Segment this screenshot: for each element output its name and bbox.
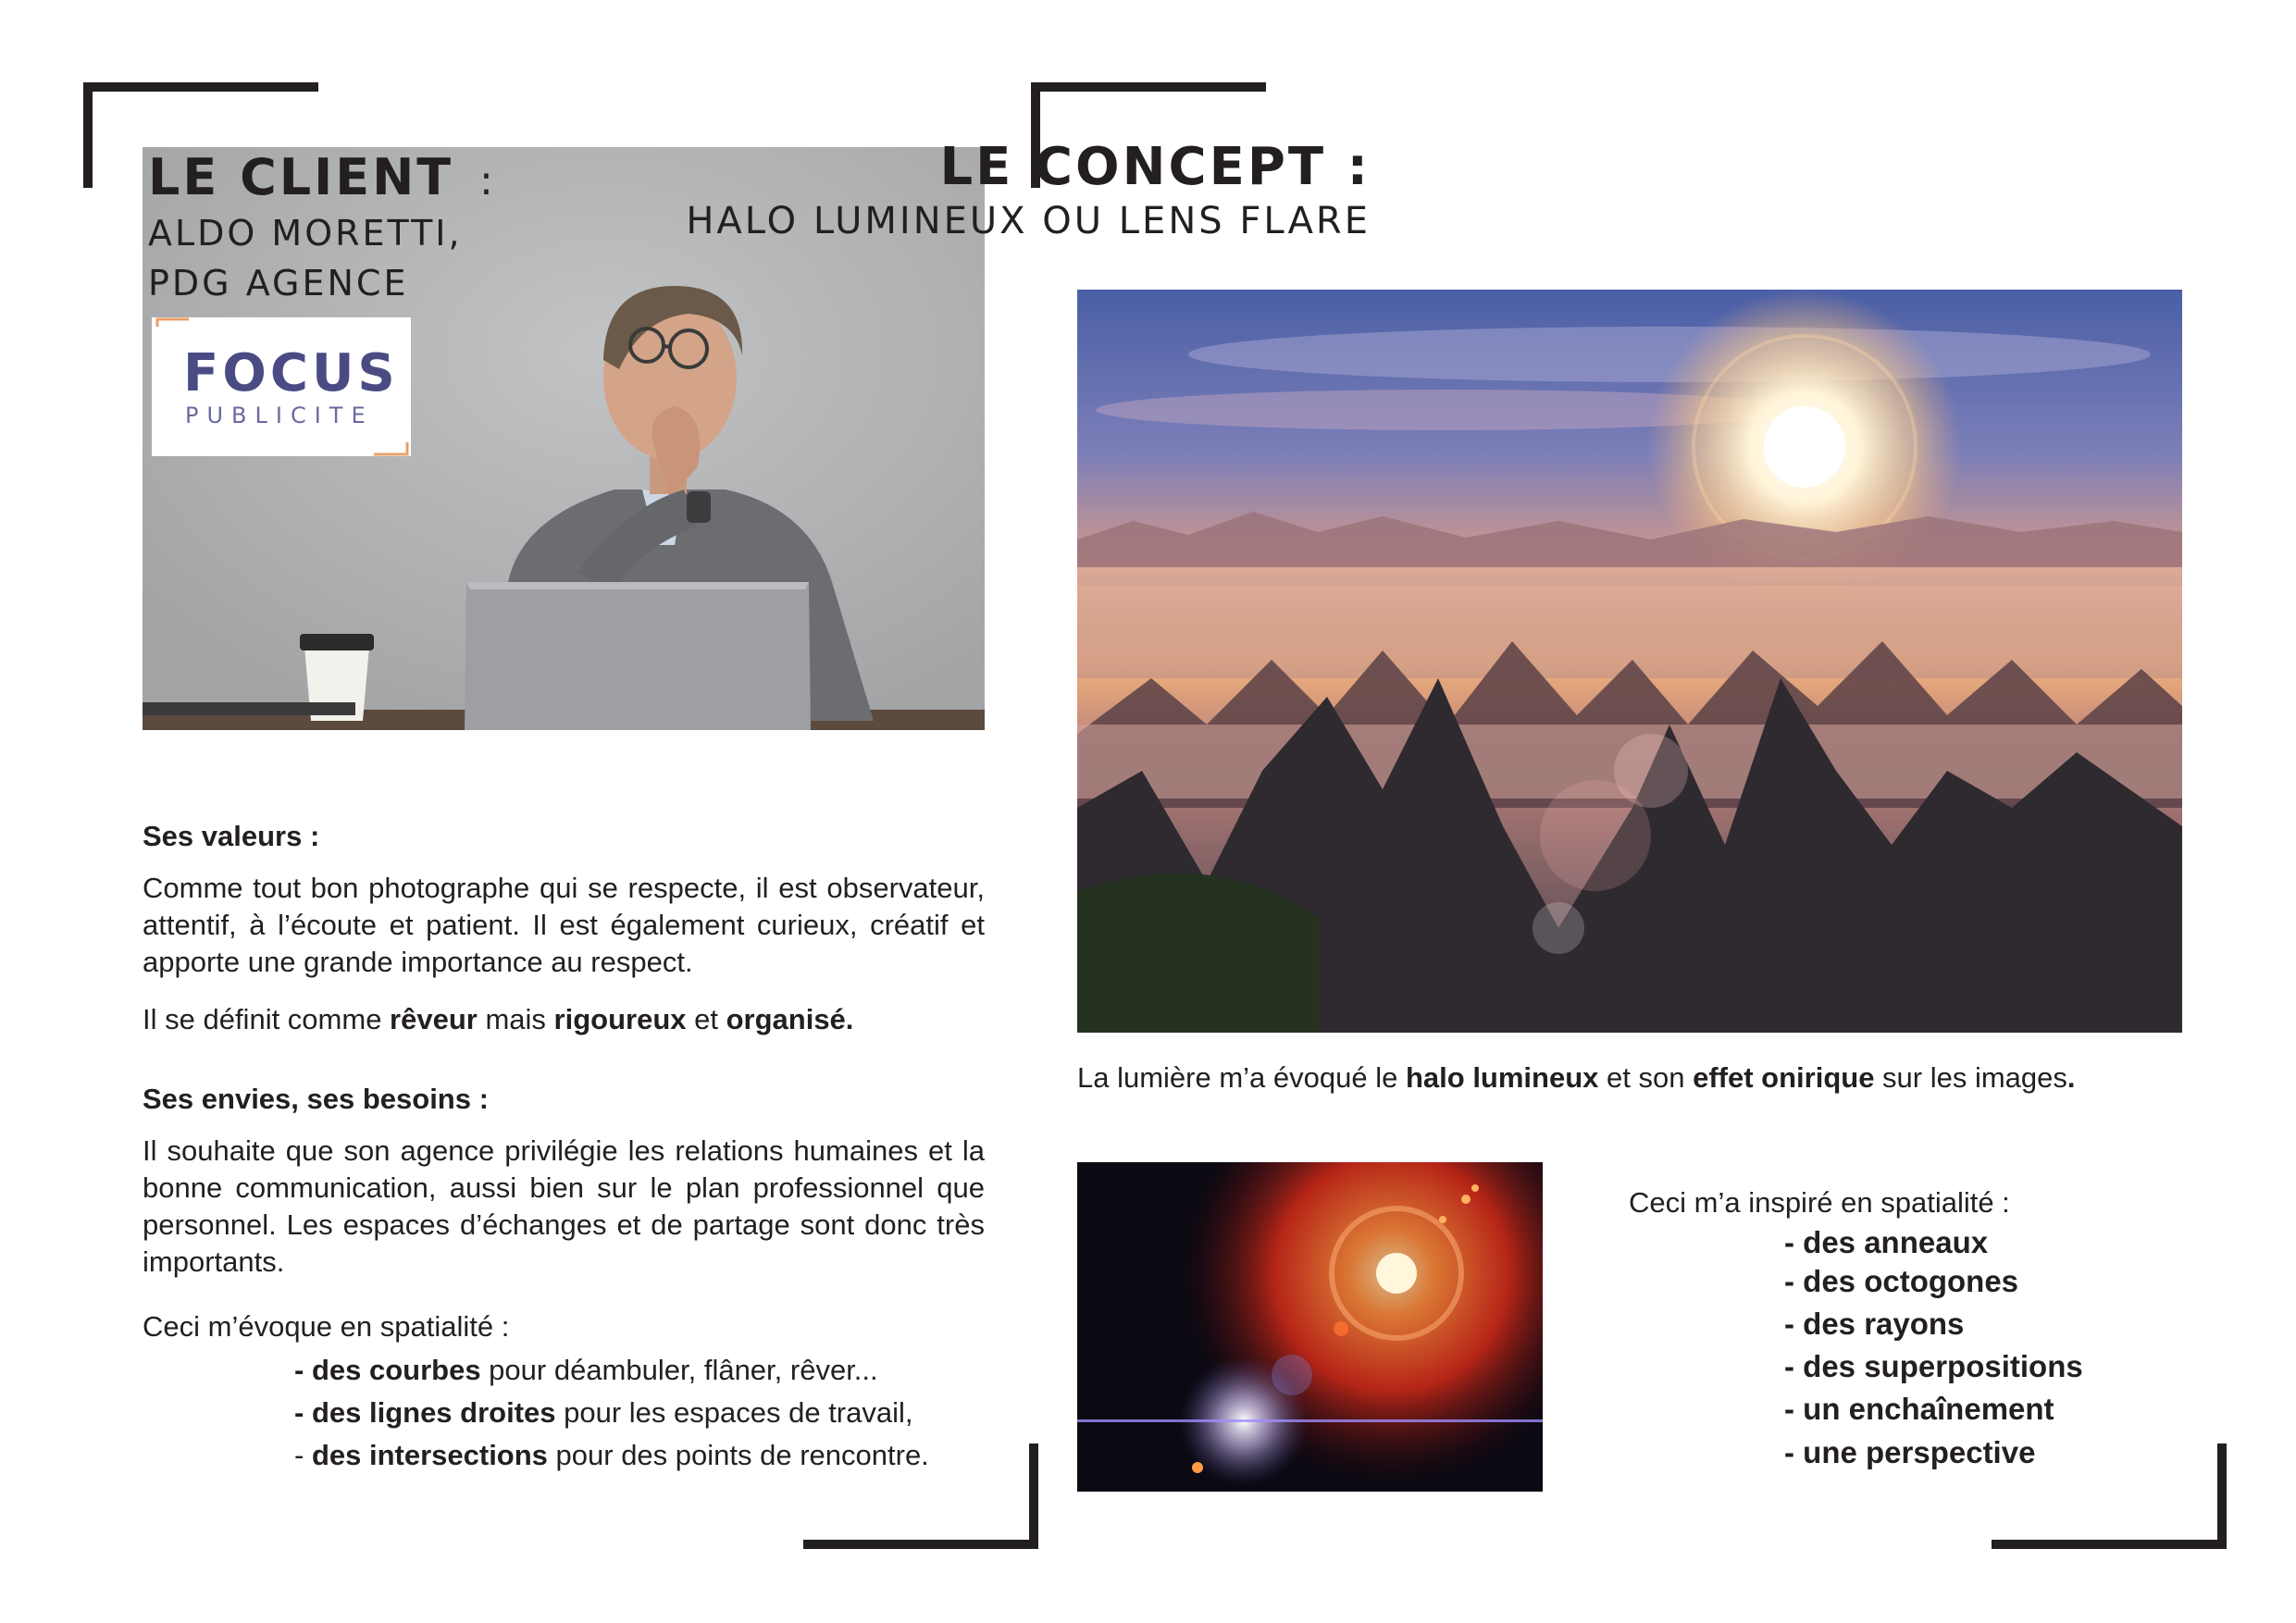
needs-item-rest: pour des points de rencontre. <box>547 1439 929 1471</box>
needs-item-dash: - <box>294 1354 312 1386</box>
needs-item-bold: des courbes <box>311 1354 481 1386</box>
concept-item: - des anneaux <box>1784 1225 1989 1259</box>
caption-mid: et son <box>1598 1061 1694 1094</box>
values-definition-mid2: et <box>686 1003 726 1035</box>
values-definition-pre: Il se définit comme <box>143 1003 391 1035</box>
client-name: ALDO MORETTI, <box>148 213 463 254</box>
caption-dot: . <box>2066 1061 2076 1094</box>
client-title: LE CLIENT <box>148 148 454 206</box>
concept-title: LE CONCEPT : <box>939 137 1371 197</box>
lens-flare-photo <box>1077 1162 1543 1492</box>
needs-paragraph: Il souhaite que son agence privilégie les relations humaines et la bonne communication, aussi bien sur le plan professionnel que personnel. Les espaces d’échanges et de partage sont donc très importants. <box>143 1134 985 1278</box>
caption-effet: effet onirique <box>1693 1061 1875 1094</box>
concept-item: - une perspective <box>1784 1435 2036 1469</box>
values-heading: Ses valeurs : <box>143 820 320 852</box>
corner-bracket-bottom-right-v <box>2217 1443 2227 1549</box>
needs-item-rest: pour les espaces de travail, <box>555 1396 913 1429</box>
needs-item-rest: pour déambuler, flâner, rêver... <box>480 1354 878 1386</box>
focus-publicite-logo <box>152 317 411 456</box>
needs-intro: Ceci m’évoque en spatialité : <box>143 1310 510 1343</box>
needs-item-bold: des lignes droites <box>311 1396 556 1429</box>
value-reveur: rêveur <box>390 1003 478 1035</box>
corner-bracket-top-mid-h <box>1031 82 1266 92</box>
client-title-colon: : <box>478 157 496 204</box>
needs-list-item <box>294 1349 929 1392</box>
client-title-row <box>148 148 496 206</box>
logo-word: FOCUS <box>183 343 399 403</box>
concept-item: - des superpositions <box>1784 1349 2083 1383</box>
caption-post: sur les images <box>1874 1061 2067 1094</box>
values-definition <box>143 1001 985 1038</box>
needs-list-item <box>294 1434 929 1477</box>
needs-heading: Ses envies, ses besoins : <box>143 1083 489 1115</box>
landscape-illustration <box>1077 290 2182 1033</box>
concept-caption <box>1077 1059 2076 1096</box>
caption-pre: La lumière m’a évoqué le <box>1077 1061 1406 1094</box>
concept-item: - des octogones <box>1784 1264 2019 1298</box>
values-definition-mid1: mais <box>477 1003 554 1035</box>
corner-bracket-bottom-mid-v <box>1029 1443 1038 1549</box>
needs-list-item <box>294 1392 929 1434</box>
concept-item: - des rayons <box>1784 1307 1965 1341</box>
client-role: PDG AGENCE <box>148 263 409 304</box>
concept-item: - un enchaînement <box>1784 1392 2054 1426</box>
needs-item-dash: - <box>294 1439 312 1471</box>
corner-bracket-bottom-right-h <box>1992 1540 2227 1549</box>
needs-list <box>294 1349 929 1477</box>
values-paragraph: Comme tout bon photographe qui se respecte, il est observateur, attentif, à l’écoute et patient. Il est également curieux, créatif et apporte une grande importance au respect. <box>143 872 985 978</box>
corner-bracket-top-left-v <box>83 82 93 188</box>
caption-halo: halo lumineux <box>1405 1061 1599 1094</box>
logo-subword: PUBLICITE <box>185 403 374 428</box>
needs-item-bold: des intersections <box>311 1439 548 1471</box>
concept-subtitle: HALO LUMINEUX OU LENS FLARE <box>686 200 1371 242</box>
landscape-sunrise-photo <box>1077 290 2182 1033</box>
value-organise: organisé. <box>726 1003 854 1035</box>
needs-item-dash: - <box>294 1396 312 1429</box>
concept-intro: Ceci m’a inspiré en spatialité : <box>1629 1186 2010 1219</box>
corner-bracket-bottom-mid-h <box>803 1540 1038 1549</box>
lens-flare-illustration <box>1077 1162 1543 1492</box>
corner-bracket-top-left-h <box>83 82 318 92</box>
value-rigoureux: rigoureux <box>553 1003 687 1035</box>
